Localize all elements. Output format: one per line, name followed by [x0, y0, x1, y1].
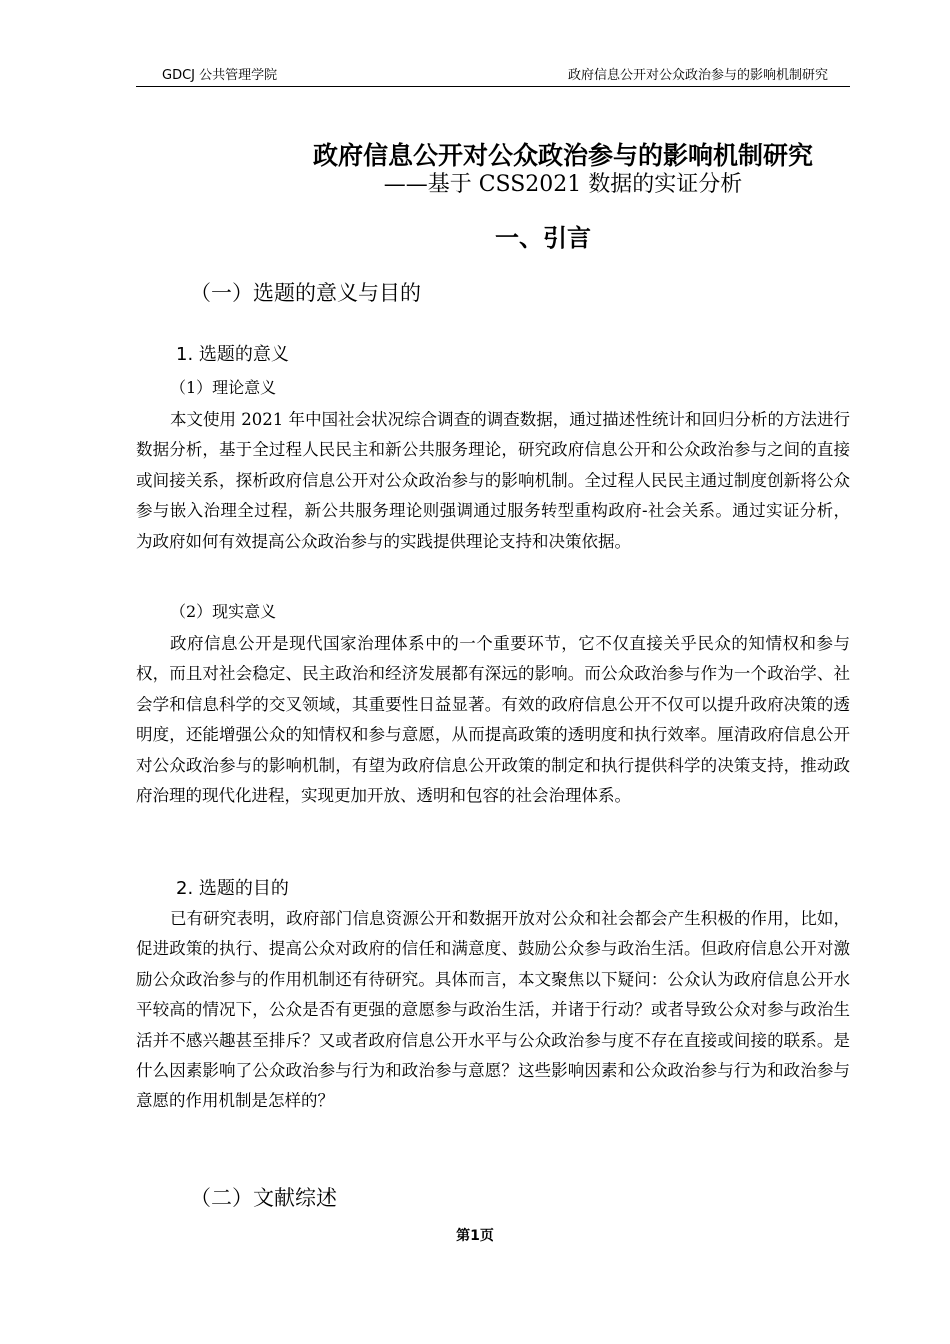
- section-heading-introduction: 一、引言: [495, 224, 591, 252]
- subsection-heading-significance-purpose: （一）选题的意义与目的: [190, 281, 421, 305]
- paragraph-practical-significance: 政府信息公开是现代国家治理体系中的一个重要环节，它不仅直接关乎民众的知情权和参与权，而且对社会稳定、民主政治和经济发展都有深远的影响。而公众政治参与作为一个政治学、社会学和信息科学的交叉领域，其重要性日益显著。有效的政府信息公开不仅可以提升政府决策的透明度，还能增强公众的知情权和参与意愿，从而提高政策的透明度和执行效率。厘清政府信息公开对公众政治参与的影响机制，有望为政府信息公开政策的制定和执行提供科学的决策支持，推动政府治理的现代化进程，实现更加开放、透明和包容的社会治理体系。: [136, 634, 850, 806]
- subsection-heading-literature-review: （二）文献综述: [190, 1186, 337, 1210]
- header-right: 政府信息公开对公众政治参与的影响机制研究: [567, 68, 828, 83]
- heading-purpose: 2. 选题的目的: [176, 878, 289, 899]
- heading-practical-significance: （2）现实意义: [170, 602, 277, 621]
- document-subtitle: ——基于 CSS2021 数据的实证分析: [383, 172, 743, 197]
- heading-theoretical-significance: （1）理论意义: [170, 378, 277, 397]
- heading-significance: 1. 选题的意义: [176, 344, 289, 365]
- header-left: GDCJ 公共管理学院: [162, 68, 278, 83]
- paragraph-theoretical-significance: 本文使用 2021 年中国社会状况综合调查的调查数据，通过描述性统计和回归分析的方法进行数据分析，基于全过程人民民主和新公共服务理论，研究政府信息公开和公众政治参与之间的直接或间接关系，探析政府信息公开对公众政治参与的影响机制。全过程人民民主通过制度创新将公众参与嵌入治理全过程，新公共服务理论则强调通过服务转型重构政府-社会关系。通过实证分析，为政府如何有效提高公众政治参与的实践提供理论支持和决策依据。: [136, 410, 850, 551]
- paragraph-purpose: 已有研究表明，政府部门信息资源公开和数据开放对公众和社会都会产生积极的作用，比如，促进政策的执行、提高公众对政府的信任和满意度、鼓励公众参与政治生活。但政府信息公开对激励公众政治参与的作用机制还有待研究。具体而言，本文聚焦以下疑问：公众认为政府信息公开水平较高的情况下，公众是否有更强的意愿参与政治生活，并诸于行动？或者导致公众对参与政治生活并不感兴趣甚至排斥？又或者政府信息公开水平与公众政治参与度不存在直接或间接的联系。是什么因素影响了公众政治参与行为和政治参与意愿？这些影响因素和公众政治参与行为和政治参与意愿的作用机制是怎样的？: [136, 909, 850, 1111]
- document-title: 政府信息公开对公众政治参与的影响机制研究: [312, 141, 813, 170]
- page-number: 第1页: [456, 1228, 494, 1244]
- header-divider: [136, 86, 850, 87]
